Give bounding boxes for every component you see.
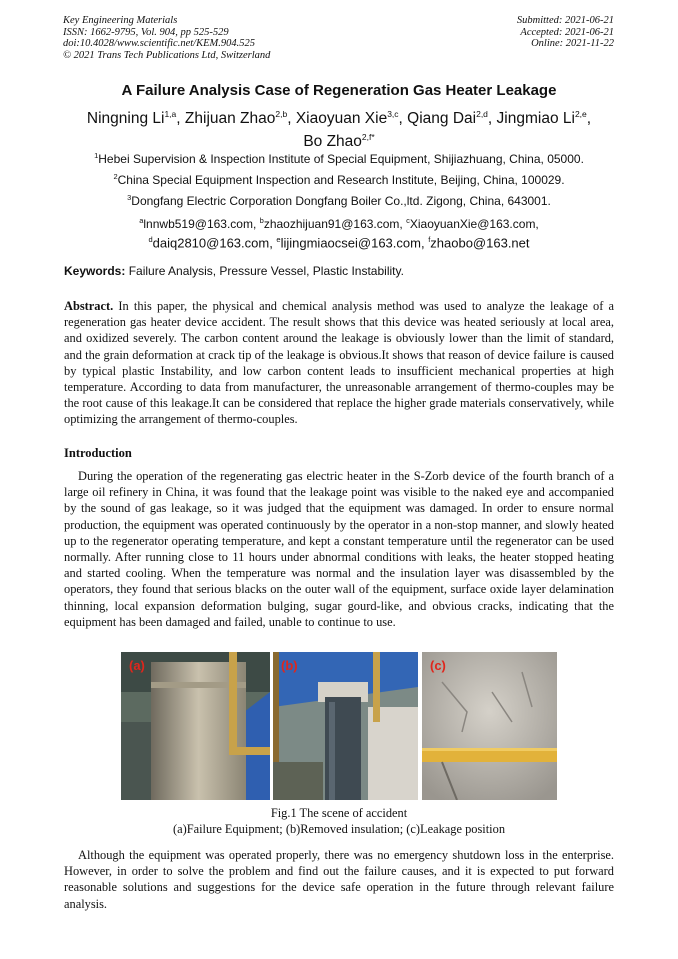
figure-panel-b bbox=[273, 652, 418, 800]
panel-label: (b) bbox=[281, 658, 298, 673]
email: daiq2810@163.com, bbox=[152, 235, 277, 251]
abstract-text: In this paper, the physical and chemical analysis method was used to analyze the leakage of a regeneration gas heater device accident. The result shows that this device was heated seriously at local area, and oxidized severely. The carbon content around the leakage is obviously lower than the limit of standard, and the grain deformation at crack tip of the leakage is obvious.It shows that reason of device failure is caused by typical plastic Instability, and low carbon content leads to insufficient mechanical properties at high temperature. According to data from manufacturer, the unreasonable arrangement of thermo-couples may be the root cause of this leakage.It can be considered that replace the higher grade materials conservatively, while optimizing the arrangement of thermo-couples. bbox=[64, 299, 614, 427]
abstract bbox=[64, 298, 614, 428]
submitted-date: Submitted: 2021-06-21 bbox=[516, 15, 614, 26]
copyright: © 2021 Trans Tech Publications Ltd, Switzerland bbox=[63, 49, 271, 61]
accepted-date: Accepted: 2021-06-21 bbox=[520, 26, 614, 38]
email: XiaoyuanXie@163.com, bbox=[409, 217, 539, 231]
email: zhaobo@163.net bbox=[430, 235, 530, 251]
abstract-label: Abstract. bbox=[64, 299, 114, 313]
keywords-label: Keywords: bbox=[64, 264, 126, 278]
dates-header bbox=[517, 15, 614, 50]
journal-name: Key Engineering Materials bbox=[63, 15, 178, 26]
intro-paragraph-2: Although the equipment was operated properly, there was no emergency shutdown loss in the enterprise. However, in order to solve the problem and find out the failure causes, and it is expected to put forward reasonable solutions and suggestions for the device safe operation in the future through relevant failure analysis. bbox=[64, 848, 614, 911]
email: zhaozhijuan91@163.com, bbox=[263, 217, 407, 231]
figure-panel-a bbox=[121, 652, 270, 800]
author: Jingmiao Li$^{2,e}$, bbox=[496, 109, 592, 128]
affiliation-3: $^3$Dongfang Electric Corporation Dongfang Boiler Co.,ltd. Zigong, China, 643001. bbox=[127, 193, 551, 208]
figure-caption-detail: (a)Failure Equipment; (b)Removed insulation; (c)Leakage position bbox=[172, 822, 506, 836]
removed-insulation-photo bbox=[273, 652, 418, 800]
author: Ningning Li$^{1,a}$, bbox=[86, 109, 185, 128]
email: lnnwb519@163.com, bbox=[143, 217, 260, 231]
affiliation-1: $^1$Hebei Supervision & Inspection Institute of Special Equipment, Shijiazhuang, China, 05000. bbox=[94, 151, 584, 166]
section-heading: Introduction bbox=[64, 446, 132, 460]
leakage-position-photo bbox=[422, 652, 557, 800]
author: Zhijuan Zhao$^{2,b}$, bbox=[184, 109, 296, 128]
panel-label: (a) bbox=[129, 658, 145, 673]
intro-paragraph-1: During the operation of the regenerating gas electric heater in the S-Zorb device of the fourth branch of a large oil refinery in China, it was found that the leakage point was visible to the naked eye and accompanied by the sound of gas leakage, so it was judged that the equipment was damaged. In order to ensure normal production, the equipment was operated continuously by the operator in a non-stop manner, and slowly heated up to the regenerator operating temperature, and kept a constant temperature until the regenerator can be used normally. After running close to 11 hours under abnormal conditions with leaks, the heater stopped heating and started cooling. When the temperature was normal and the insulation layer was disassembled by the operators, they found that serious blacks on the outer wall of the equipment, surface oxide layer delamination thinning, local expansion deformation bulging, sugar gourd-like, and obvious cracks, indicating that the equipment has been damaged and failed, unable to continue to use. bbox=[64, 469, 614, 629]
failure-equipment-photo bbox=[121, 652, 270, 800]
keywords bbox=[64, 264, 404, 278]
journal-header bbox=[63, 15, 270, 61]
author-list bbox=[64, 105, 614, 151]
doi: doi:10.4028/www.scientific.net/KEM.904.525 bbox=[63, 38, 255, 49]
author: Qiang Dai$^{2,d}$, bbox=[407, 109, 497, 128]
email-list: $^a$lnnwb519@163.com, $^b$zhaozhijuan91@163.com, $^c$XiaoyuanXie@163.com, $^d$daiq2810@163.com, $^e$lijingmiaocsei@163.com, $^f$zhaobo@163.net bbox=[139, 216, 539, 251]
author: Bo Zhao$^{2,f*}$ bbox=[303, 132, 375, 151]
keywords-text: Failure Analysis, Pressure Vessel, Plastic Instability. bbox=[128, 264, 404, 278]
email: lijingmiaocsei@163.com, bbox=[280, 235, 429, 251]
paper-title: A Failure Analysis Case of Regeneration Gas Heater Leakage bbox=[121, 82, 557, 99]
figure-caption-title: Fig.1 The scene of accident bbox=[270, 806, 408, 820]
affiliation-2: $^2$China Special Equipment Inspection and Research Institute, Beijing, China, 100029. bbox=[113, 172, 565, 187]
issn: ISSN: 1662-9795, Vol. 904, pp 525-529 bbox=[63, 26, 229, 38]
figure-panel-c bbox=[422, 652, 557, 800]
author: Xiaoyuan Xie$^{3,c}$, bbox=[295, 109, 408, 128]
online-date: Online: 2021-11-22 bbox=[531, 38, 614, 49]
panel-label: (c) bbox=[430, 658, 446, 673]
